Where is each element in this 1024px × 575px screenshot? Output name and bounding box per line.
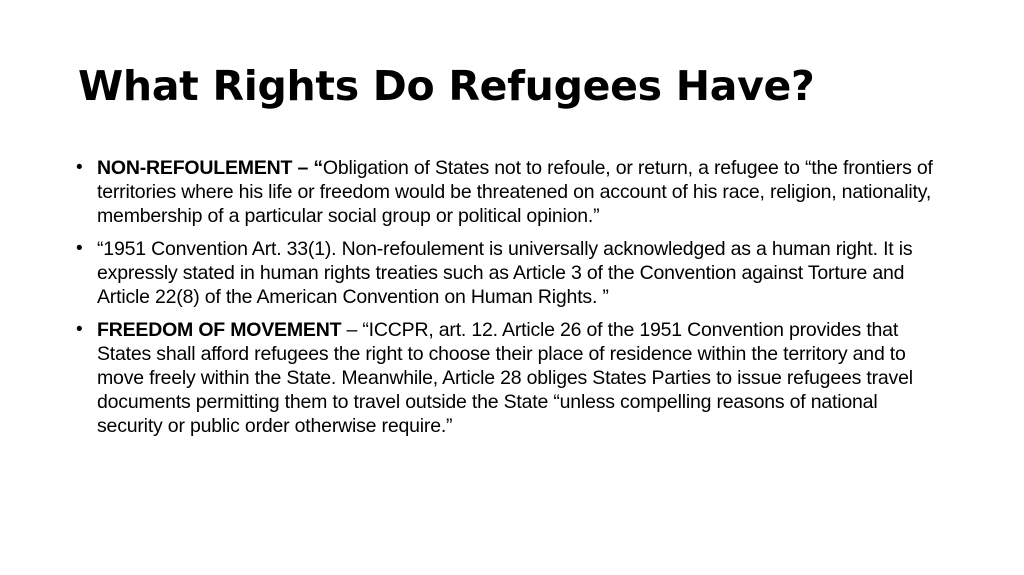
bullet-convention-art33: [76, 237, 946, 309]
bullet-dot-icon: •: [76, 319, 83, 340]
bullet-text: Obligation of States not to refoule, or return, a refugee to “the frontiers of territories where his life or freedom would be threatened on account of his race, religion, nationality, membership of a particular social group or political opinion.”: [97, 157, 933, 227]
bullet-text: “1951 Convention Art. 33(1). Non-refoulement is universally acknowledged as a human right. It is expressly stated in human rights treaties such as Article 3 of the Convention against Torture and Article 22(8) of the American Convention on Human Rights. ”: [97, 238, 913, 308]
bullet-dot-icon: •: [76, 238, 83, 259]
bullet-lead: FREEDOM OF MOVEMENT: [97, 319, 342, 341]
bullet-dot-icon: •: [76, 157, 83, 178]
bullet-freedom-of-movement: [76, 318, 946, 438]
bullet-non-refoulement: [76, 156, 946, 228]
bullet-text: – “ICCPR, art. 12. Article 26 of the 1951 Convention provides that States shall afford refugees the right to choose their place of residence within the territory and to move freely within the State. Meanwhile, Article 28 obliges States Parties to issue refugees travel documents permitting them to travel outside the State “unless compelling reasons of national security or public order otherwise require.”: [97, 319, 913, 437]
slide-title: What Rights Do Refugees Have?: [78, 62, 815, 110]
bullet-list: [76, 156, 946, 447]
bullet-lead: NON-REFOULEMENT – “: [97, 157, 323, 179]
